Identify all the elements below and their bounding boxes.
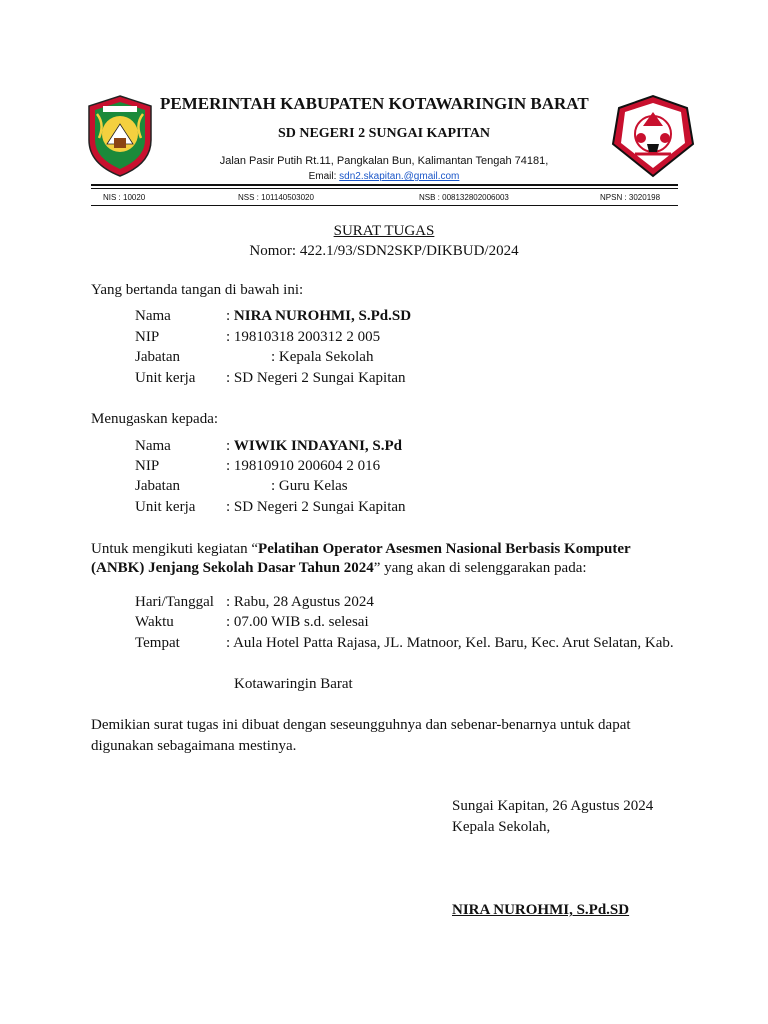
assignee-nip-value: : 19810910 200604 2 016	[226, 458, 381, 474]
letter-number: Nomor: 422.1/93/SDN2SKP/DIKBUD/2024	[249, 243, 519, 259]
place-date: Sungai Kapitan, 26 Agustus 2024	[452, 798, 654, 814]
closing-line2: digunakan sebagaimana mestinya.	[91, 738, 297, 754]
signer-title: Kepala Sekolah,	[452, 819, 551, 835]
assignee-unit-label: Unit kerja	[135, 499, 196, 515]
signer-nip-value: : 19810318 200312 2 005	[226, 329, 381, 345]
assignee-name-label: Nama	[135, 438, 171, 454]
nss-number: NSS : 101140503020	[238, 193, 314, 202]
signer-position-value: : Kepala Sekolah	[271, 349, 374, 365]
government-heading: PEMERINTAH KABUPATEN KOTAWARINGIN BARAT	[160, 94, 589, 113]
purpose-paragraph	[91, 540, 681, 578]
npsn-number: NPSN : 3020198	[600, 193, 661, 202]
header-rule-thin	[91, 188, 678, 189]
school-address: Jalan Pasir Putih Rt.11, Pangkalan Bun, Kalimantan Tengah 74181,	[219, 155, 549, 167]
nsb-number: NSB : 008132802006003	[419, 193, 509, 202]
purpose-prefix: Untuk mengikuti kegiatan “	[91, 541, 259, 557]
closing-line1: Demikian surat tugas ini dibuat dengan seseungguhnya dan sebenar-benarnya untuk dapat	[91, 717, 631, 733]
event-day-value: : Rabu, 28 Agustus 2024	[226, 594, 374, 610]
assignee-name-value: WIWIK INDAYANI, S.Pd	[233, 438, 403, 454]
signer-name-value: NIRA NUROHMI, S.Pd.SD	[233, 308, 412, 324]
registry-rule	[91, 205, 678, 206]
assignee-position-value: : Guru Kelas	[271, 478, 348, 494]
assignee-position-label: Jabatan	[135, 478, 180, 494]
event-day-label: Hari/Tanggal	[135, 594, 214, 610]
nis-number: NIS : 10020	[103, 193, 146, 202]
assignee-name: : WIWIK INDAYANI, S.Pd	[226, 438, 403, 454]
school-name: SD NEGERI 2 SUNGAI KAPITAN	[277, 126, 491, 141]
signature-name: NIRA NUROHMI, S.Pd.SD	[452, 902, 630, 918]
signer-position-label: Jabatan	[135, 349, 180, 365]
assignee-unit-value: : SD Negeri 2 Sungai Kapitan	[226, 499, 406, 515]
purpose-suffix: ” yang akan di selenggarakan pada:	[373, 560, 587, 576]
closing-paragraph	[91, 715, 681, 757]
purpose-title-line2: (ANBK) Jenjang Sekolah Dasar Tahun 2024	[91, 560, 374, 576]
event-time-value: : 07.00 WIB s.d. selesai	[226, 614, 369, 630]
assign-intro: Menugaskan kepada:	[91, 411, 219, 427]
event-place-continuation: Kotawaringin Barat	[234, 676, 353, 692]
event-time-label: Waktu	[135, 614, 174, 630]
signer-unit-label: Unit kerja	[135, 370, 196, 386]
event-place-value: : Aula Hotel Patta Rajasa, JL. Matnoor, Kel. Baru, Kec. Arut Selatan, Kab.	[226, 635, 674, 651]
signer-unit-value: : SD Negeri 2 Sungai Kapitan	[226, 370, 406, 386]
header-rule-thick	[91, 184, 678, 186]
signer-name-label: Nama	[135, 308, 171, 324]
intro-text: Yang bertanda tangan di bawah ini:	[91, 282, 304, 298]
letter-title: SURAT TUGAS	[333, 223, 435, 239]
signer-nip-label: NIP	[135, 329, 160, 345]
signer-name: : NIRA NUROHMI, S.Pd.SD	[226, 308, 412, 324]
purpose-title-line1: Pelatihan Operator Asesmen Nasional Berbasis Komputer	[258, 541, 631, 557]
email-link[interactable]: sdn2.skapitan.@gmail.com	[339, 171, 460, 182]
assignee-nip-label: NIP	[135, 458, 160, 474]
email-line	[0, 171, 768, 182]
email-label: Email:	[308, 171, 340, 182]
event-place-label: Tempat	[135, 635, 180, 651]
